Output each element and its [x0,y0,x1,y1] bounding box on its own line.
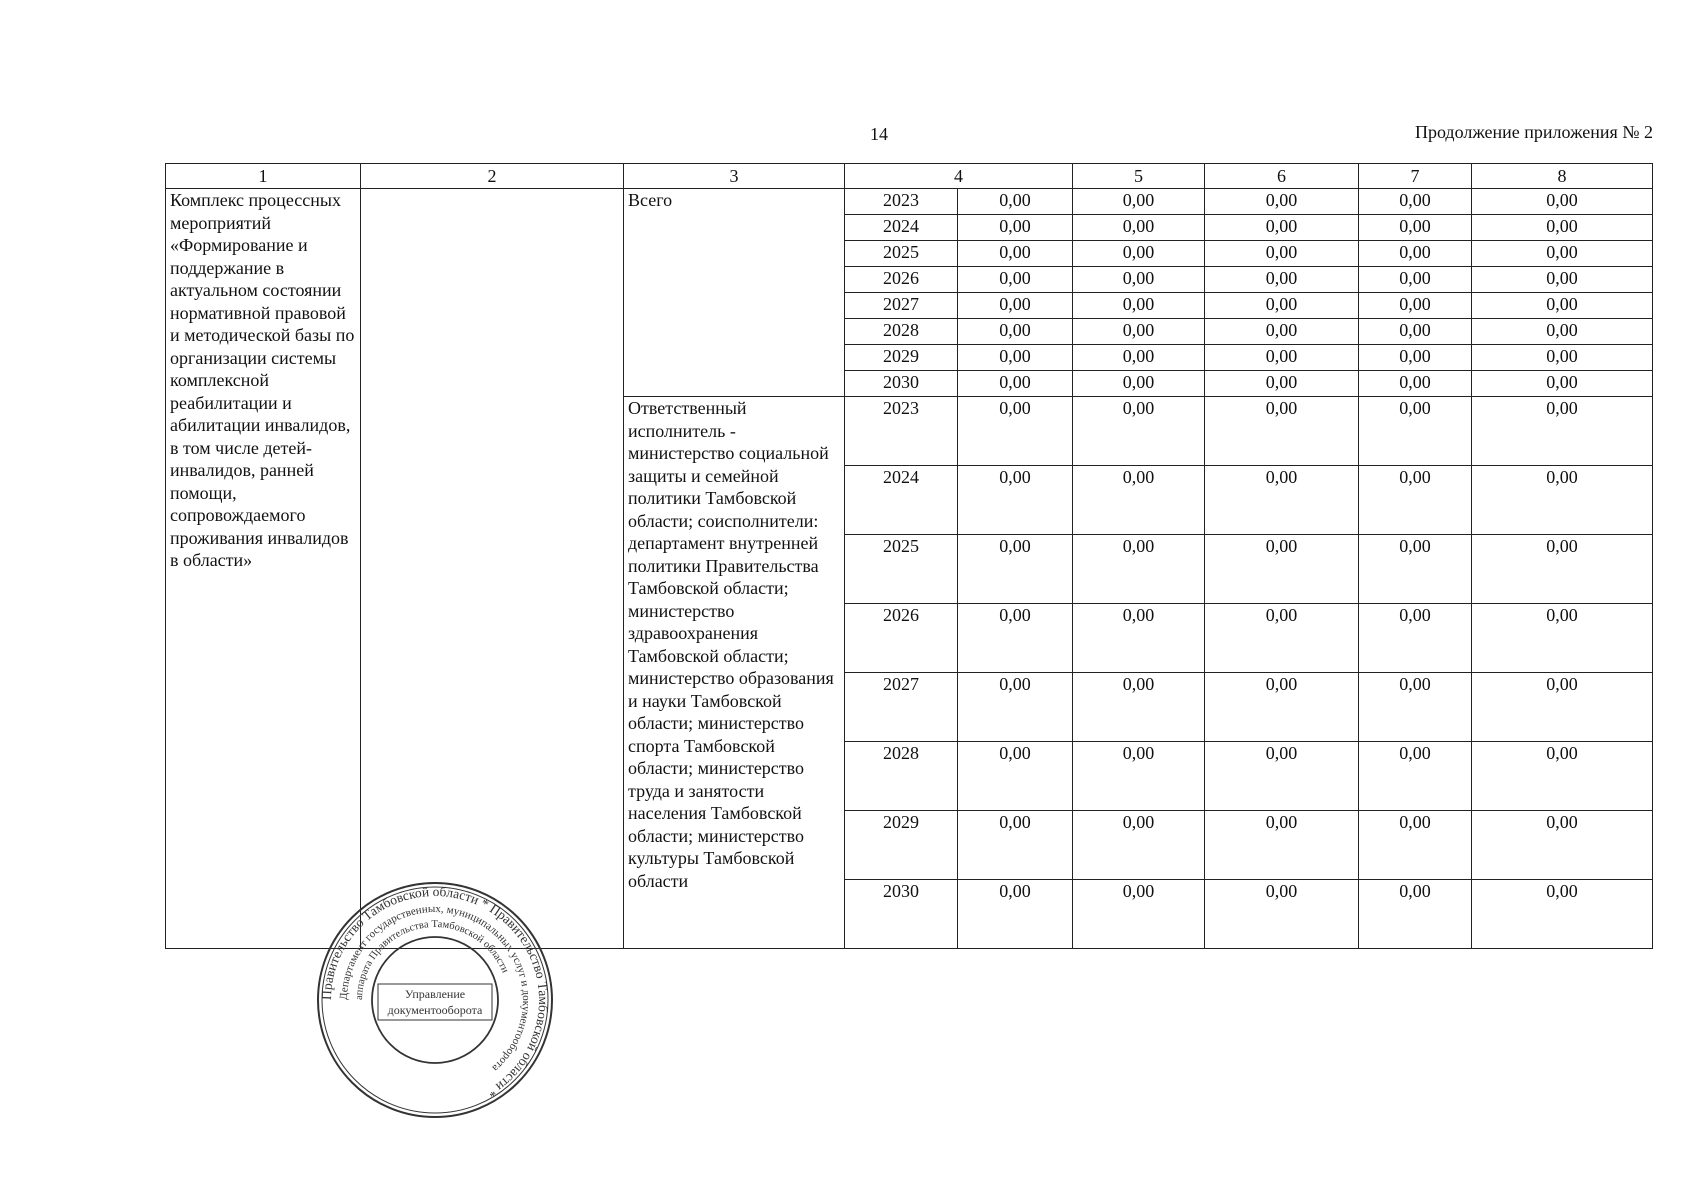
value-cell: 0,00 [1359,673,1472,742]
value-cell: 0,00 [1073,345,1205,371]
value-cell: 0,00 [1359,742,1472,811]
seal-outer-text: Правительство Тамбовской области * Правительство Тамбовской области * [318,883,552,1101]
value-cell: 0,00 [1472,742,1653,811]
value-cell: 0,00 [1073,319,1205,345]
value-cell: 0,00 [1205,397,1359,466]
value-cell: 0,00 [1205,215,1359,241]
value-cell: 0,00 [1073,215,1205,241]
value-cell: 0,00 [1472,267,1653,293]
value-cell: 0,00 [1472,466,1653,535]
value-cell: 0,00 [958,371,1073,397]
activity-name: Комплекс процессных мероприятий «Формирование и поддержание в актуальном состоянии нормативной правовой и методической базы по организации системы комплексной реабилитации и абилитации инвалидов, в том числе детей-инвалидов, ранней помощи, сопровождаемого проживания инвалидов в области» [166,189,361,949]
value-cell: 0,00 [1073,466,1205,535]
value-cell: 0,00 [1359,535,1472,604]
value-cell: 0,00 [1359,397,1472,466]
column-header: 4 [845,164,1073,189]
value-cell: 0,00 [1472,535,1653,604]
official-seal [315,880,555,1120]
value-cell: 0,00 [958,811,1073,880]
value-cell: 0,00 [1205,345,1359,371]
table-body [166,189,1653,949]
year-cell: 2029 [845,345,958,371]
value-cell: 0,00 [1073,241,1205,267]
year-cell: 2029 [845,811,958,880]
value-cell: 0,00 [1472,880,1653,949]
year-cell: 2023 [845,397,958,466]
year-cell: 2030 [845,371,958,397]
year-cell: 2026 [845,267,958,293]
value-cell: 0,00 [1472,604,1653,673]
year-cell: 2030 [845,880,958,949]
value-cell: 0,00 [1359,811,1472,880]
value-cell: 0,00 [1073,811,1205,880]
value-cell: 0,00 [1073,604,1205,673]
financing-table [165,163,1653,949]
value-cell: 0,00 [958,397,1073,466]
value-cell: 0,00 [1472,811,1653,880]
value-cell: 0,00 [1359,293,1472,319]
year-cell: 2028 [845,742,958,811]
table-row [166,189,1653,215]
value-cell: 0,00 [1472,293,1653,319]
value-cell: 0,00 [1205,604,1359,673]
executors-label: Ответственный исполнитель - министерство социальной защиты и семейной политики Тамбовской области; соисполнители: департамент внутренней политики Правительства Тамбовской области; министерство здравоохранения Тамбовской области; министерство образования и науки Тамбовской области; министерство спорта Тамбовской области; министерство труда и занятости населения Тамбовской области; министерство культуры Тамбовской области [624,397,845,949]
year-cell: 2024 [845,215,958,241]
value-cell: 0,00 [1073,371,1205,397]
value-cell: 0,00 [1472,319,1653,345]
value-cell: 0,00 [1205,466,1359,535]
value-cell: 0,00 [1073,189,1205,215]
seal-inner-text: аппарата Правительства Тамбовской области [353,918,511,1001]
value-cell: 0,00 [1359,215,1472,241]
column-header: 1 [166,164,361,189]
value-cell: 0,00 [1205,189,1359,215]
seal-center-line2: документооборота [387,1003,483,1017]
value-cell: 0,00 [1073,880,1205,949]
value-cell: 0,00 [1359,189,1472,215]
value-cell: 0,00 [1205,371,1359,397]
year-cell: 2028 [845,319,958,345]
value-cell: 0,00 [958,742,1073,811]
column-2-cell [361,189,624,949]
total-label: Всего [624,189,845,397]
appendix-continuation-note: Продолжение приложения № 2 [1414,122,1653,142]
value-cell: 0,00 [1359,241,1472,267]
value-cell: 0,00 [1073,397,1205,466]
seal-center-line1: Управление [404,987,466,1001]
value-cell: 0,00 [958,673,1073,742]
year-cell: 2027 [845,293,958,319]
value-cell: 0,00 [958,241,1073,267]
value-cell: 0,00 [958,189,1073,215]
value-cell: 0,00 [1073,267,1205,293]
value-cell: 0,00 [958,345,1073,371]
column-header: 6 [1205,164,1359,189]
year-cell: 2023 [845,189,958,215]
value-cell: 0,00 [958,267,1073,293]
value-cell: 0,00 [1359,319,1472,345]
value-cell: 0,00 [958,535,1073,604]
value-cell: 0,00 [1073,293,1205,319]
column-header: 3 [624,164,845,189]
year-cell: 2025 [845,241,958,267]
page-number: 14 [870,124,888,144]
year-cell: 2025 [845,535,958,604]
value-cell: 0,00 [1472,371,1653,397]
seal-middle-text: Департамент государственных, муниципальных услуг и документооборота [337,902,533,1075]
value-cell: 0,00 [1472,241,1653,267]
value-cell: 0,00 [1359,345,1472,371]
year-cell: 2026 [845,604,958,673]
value-cell: 0,00 [958,880,1073,949]
value-cell: 0,00 [1205,673,1359,742]
value-cell: 0,00 [958,319,1073,345]
value-cell: 0,00 [958,604,1073,673]
value-cell: 0,00 [1472,345,1653,371]
value-cell: 0,00 [1472,215,1653,241]
value-cell: 0,00 [1359,880,1472,949]
value-cell: 0,00 [1359,466,1472,535]
column-number-row [166,164,1653,189]
value-cell: 0,00 [1205,267,1359,293]
value-cell: 0,00 [1472,397,1653,466]
value-cell: 0,00 [1205,293,1359,319]
value-cell: 0,00 [1073,742,1205,811]
value-cell: 0,00 [1205,535,1359,604]
value-cell: 0,00 [958,215,1073,241]
value-cell: 0,00 [1073,535,1205,604]
value-cell: 0,00 [1359,371,1472,397]
value-cell: 0,00 [958,466,1073,535]
value-cell: 0,00 [1205,319,1359,345]
value-cell: 0,00 [1073,673,1205,742]
column-header: 8 [1472,164,1653,189]
value-cell: 0,00 [1359,604,1472,673]
column-header: 7 [1359,164,1472,189]
value-cell: 0,00 [1205,811,1359,880]
column-header: 2 [361,164,624,189]
value-cell: 0,00 [1205,880,1359,949]
value-cell: 0,00 [1472,673,1653,742]
value-cell: 0,00 [1205,241,1359,267]
value-cell: 0,00 [1205,742,1359,811]
year-cell: 2027 [845,673,958,742]
value-cell: 0,00 [1472,189,1653,215]
value-cell: 0,00 [958,293,1073,319]
year-cell: 2024 [845,466,958,535]
value-cell: 0,00 [1359,267,1472,293]
column-header: 5 [1073,164,1205,189]
